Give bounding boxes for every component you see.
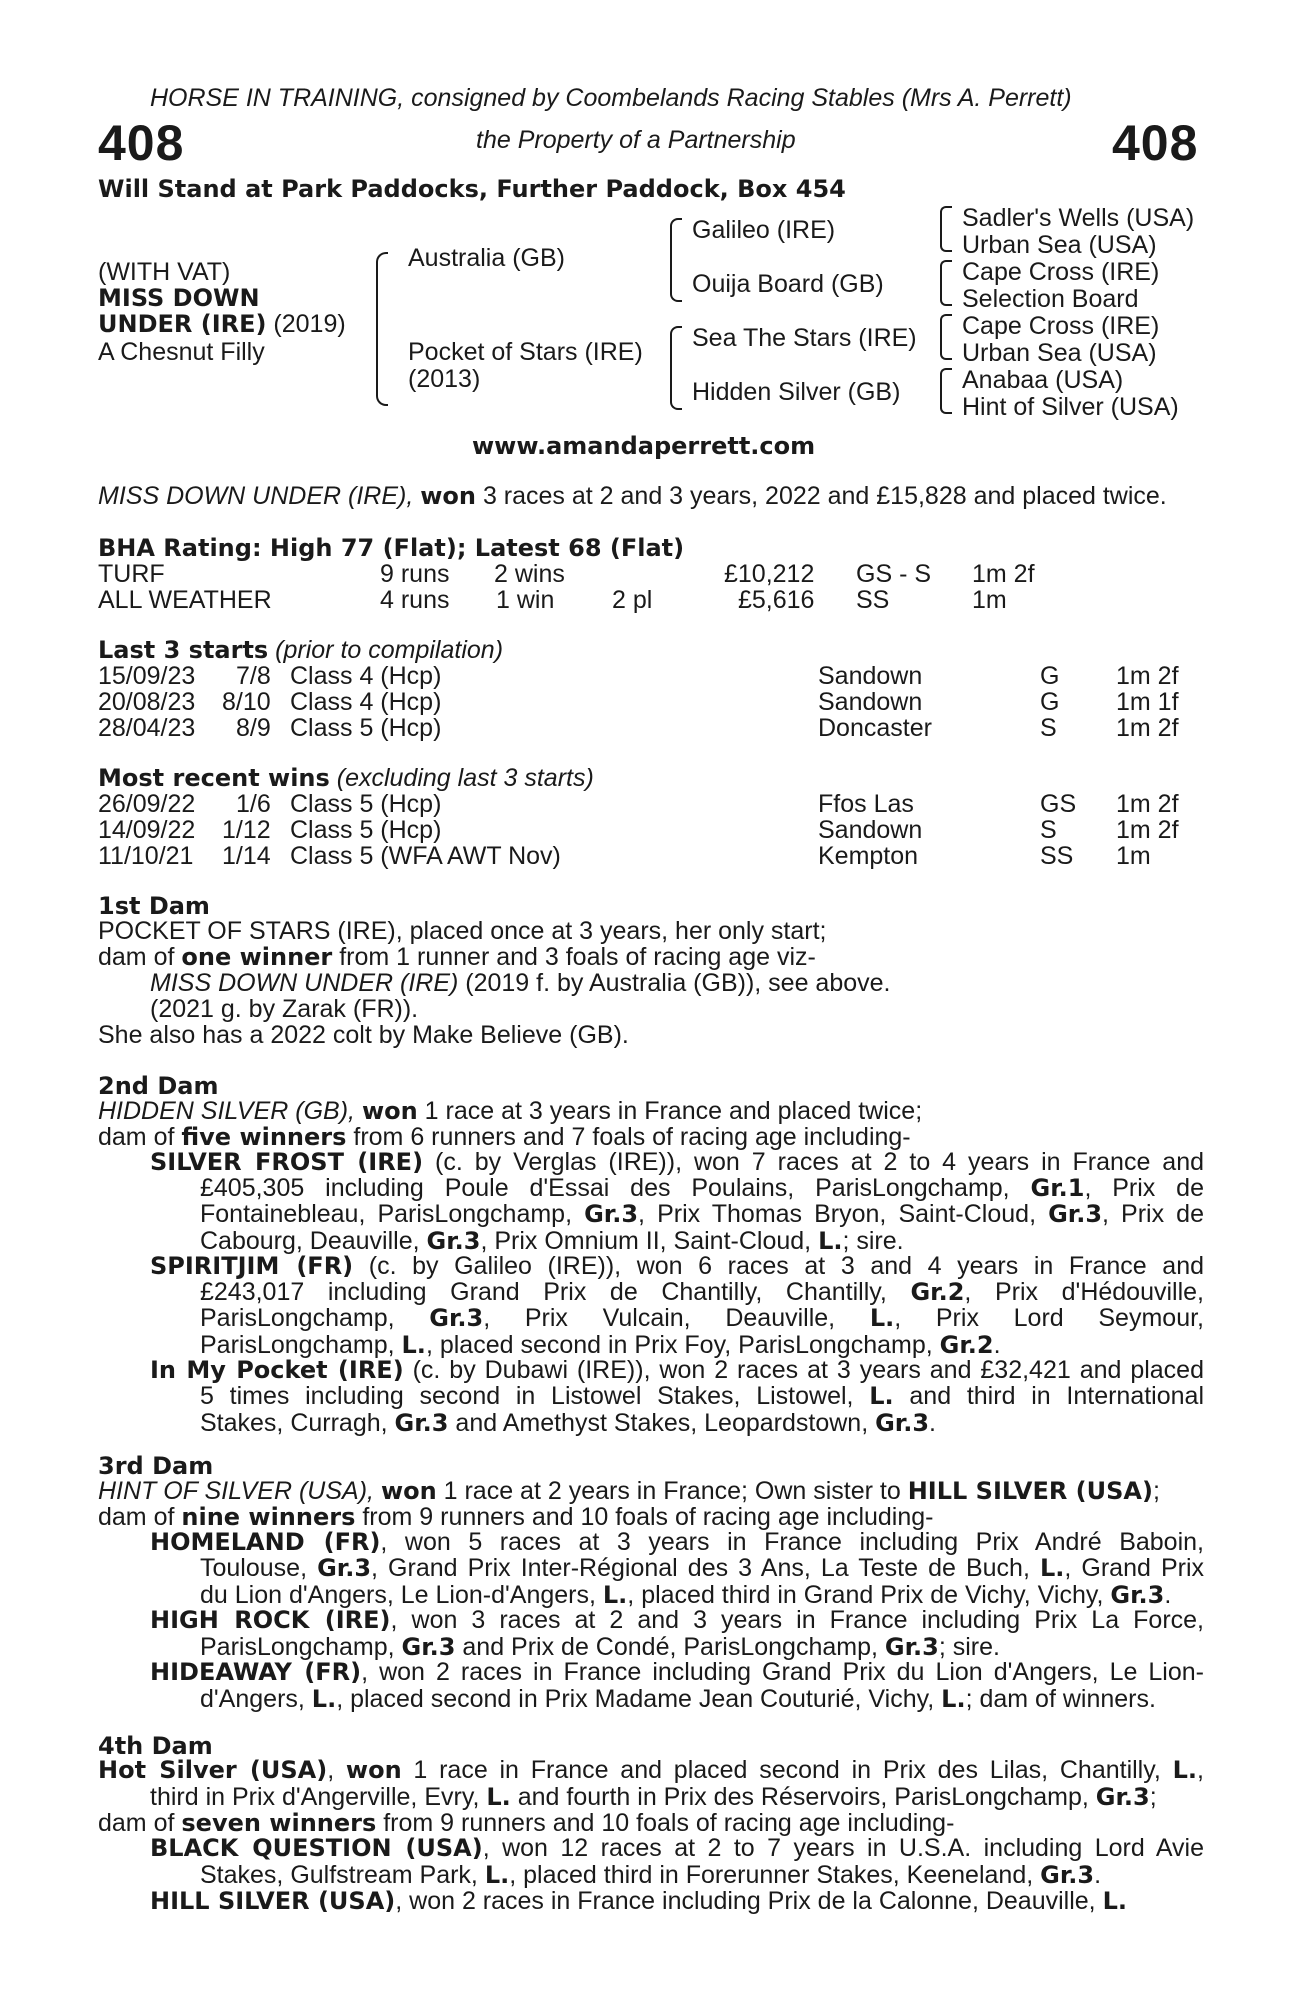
dam2-entry-1c: Fontainebleau, ParisLongchamp, Gr.3, Prix Thomas Bryon, Saint-Cloud, Gr.3, Prix de bbox=[200, 1200, 1204, 1228]
win-course: Sandown bbox=[818, 816, 923, 844]
start-going: S bbox=[1040, 714, 1057, 742]
granddam-4: Hint of Silver (USA) bbox=[962, 393, 1179, 421]
win-going: SS bbox=[1040, 842, 1074, 870]
horse-description: A Chesnut Filly bbox=[98, 338, 265, 366]
horse-name-line2: UNDER (IRE) (2019) bbox=[98, 310, 346, 338]
win-position: 1/14 bbox=[222, 842, 271, 870]
dam3-line2: dam of nine winners from 9 runners and 10 foals of racing age including- bbox=[98, 1503, 934, 1531]
win-distance: 1m 2f bbox=[1116, 790, 1179, 818]
start-position: 8/10 bbox=[222, 688, 271, 716]
rating-placed: 2 pl bbox=[612, 586, 653, 614]
dam1-line1: POCKET OF STARS (IRE), placed once at 3 years, her only start; bbox=[98, 917, 827, 945]
start-distance: 1m 2f bbox=[1116, 714, 1179, 742]
vat-label: (WITH VAT) bbox=[98, 258, 231, 286]
win-position: 1/12 bbox=[222, 816, 271, 844]
win-date: 26/09/22 bbox=[98, 790, 196, 818]
start-date: 28/04/23 bbox=[98, 714, 196, 742]
bha-rating-heading: BHA Rating: High 77 (Flat); Latest 68 (Flat) bbox=[98, 534, 685, 562]
dam2-entry-2d: ParisLongchamp, L., placed second in Prix Foy, ParisLongchamp, Gr.2. bbox=[200, 1331, 1001, 1359]
dam3-entry-1b: Toulouse, Gr.3, Grand Prix Inter-Régional des 3 Ans, La Teste de Buch, L., Grand Prix bbox=[200, 1554, 1205, 1582]
dam1-line5: She also has a 2022 colt by Make Believe (GB). bbox=[98, 1021, 629, 1049]
recent-wins-heading: Most recent wins (excluding last 3 starts) bbox=[98, 764, 594, 792]
rating-surface: ALL WEATHER bbox=[98, 586, 272, 614]
rating-distance: 1m 2f bbox=[972, 560, 1035, 588]
dam2-entry-3a: In My Pocket (IRE) (c. by Dubawi (IRE)), won 2 races at 3 years and £32,421 and placed bbox=[150, 1356, 1204, 1384]
dam3-entry-2a: HIGH ROCK (IRE), won 3 races at 2 and 3 years in France including Prix La Force, bbox=[150, 1606, 1204, 1634]
dam4-line1: Hot Silver (USA), won 1 race in France and placed second in Prix des Lilas, Chantilly, L., bbox=[98, 1756, 1204, 1784]
dam4-entry-2: HILL SILVER (USA), won 2 races in France including Prix de la Calonne, Deauville, L. bbox=[150, 1887, 1127, 1915]
sire: Australia (GB) bbox=[408, 244, 565, 272]
stand-location: Will Stand at Park Paddocks, Further Paddock, Box 454 bbox=[98, 175, 846, 203]
sire-sire: Galileo (IRE) bbox=[692, 216, 836, 244]
grandsire-3: Cape Cross (IRE) bbox=[962, 312, 1160, 340]
rating-going: GS - S bbox=[856, 560, 932, 588]
last3-heading: Last 3 starts (prior to compilation) bbox=[98, 636, 504, 664]
start-course: Sandown bbox=[818, 662, 923, 690]
dam-sire: Sea The Stars (IRE) bbox=[692, 324, 917, 352]
pedigree-brace-sire bbox=[670, 218, 682, 302]
pedigree-brace-g4 bbox=[940, 368, 952, 414]
dam2-entry-1d: Cabourg, Deauville, Gr.3, Prix Omnium II, Saint-Cloud, L.; sire. bbox=[200, 1227, 904, 1255]
start-position: 7/8 bbox=[236, 662, 271, 690]
dam4-line2: third in Prix d'Angerville, Evry, L. and fourth in Prix des Réservoirs, ParisLongchamp, Gr.3; bbox=[150, 1783, 1157, 1811]
rating-runs: 4 runs bbox=[380, 586, 450, 614]
granddam-2: Selection Board bbox=[962, 285, 1139, 313]
win-class: Class 5 (Hcp) bbox=[290, 790, 442, 818]
dam1-line3: MISS DOWN UNDER (IRE) (2019 f. by Australia (GB)), see above. bbox=[150, 969, 891, 997]
granddam-3: Urban Sea (USA) bbox=[962, 339, 1157, 367]
dam4-entry-1a: BLACK QUESTION (USA), won 12 races at 2 to 7 years in U.S.A. including Lord Avie bbox=[150, 1834, 1204, 1862]
win-date: 11/10/21 bbox=[98, 842, 194, 870]
rating-surface: TURF bbox=[98, 560, 165, 588]
rating-wins: 1 win bbox=[496, 586, 555, 614]
rating-runs: 9 runs bbox=[380, 560, 450, 588]
grandsire-4: Anabaa (USA) bbox=[962, 366, 1124, 394]
dam2-heading: 2nd Dam bbox=[98, 1072, 219, 1100]
lot-number-right: 408 bbox=[1112, 115, 1199, 171]
dam2-entry-1a: SILVER FROST (IRE) (c. by Verglas (IRE)), won 7 races at 2 to 4 years in France and bbox=[150, 1148, 1205, 1176]
pedigree-brace-dam bbox=[670, 326, 682, 410]
dam2-line2: dam of five winners from 6 runners and 7 foals of racing age including- bbox=[98, 1123, 911, 1151]
win-going: S bbox=[1040, 816, 1057, 844]
win-class: Class 5 (WFA AWT Nov) bbox=[290, 842, 561, 870]
dam1-line4: (2021 g. by Zarak (FR)). bbox=[150, 995, 419, 1023]
rating-wins: 2 wins bbox=[494, 560, 565, 588]
win-class: Class 5 (Hcp) bbox=[290, 816, 442, 844]
win-date: 14/09/22 bbox=[98, 816, 196, 844]
start-class: Class 4 (Hcp) bbox=[290, 662, 442, 690]
dam3-entry-3b: d'Angers, L., placed second in Prix Madame Jean Couturié, Vichy, L.; dam of winners. bbox=[200, 1685, 1156, 1713]
dam2-entry-1b: £405,305 including Poule d'Essai des Poulains, ParisLongchamp, Gr.1, Prix de bbox=[200, 1174, 1204, 1202]
start-distance: 1m 1f bbox=[1116, 688, 1179, 716]
start-date: 15/09/23 bbox=[98, 662, 196, 690]
pedigree-brace-g3 bbox=[940, 314, 952, 360]
start-going: G bbox=[1040, 688, 1060, 716]
dam1-line2: dam of one winner from 1 runner and 3 foals of racing age viz- bbox=[98, 943, 816, 971]
win-course: Ffos Las bbox=[818, 790, 914, 818]
race-summary: MISS DOWN UNDER (IRE), won 3 races at 2 and 3 years, 2022 and £15,828 and placed twice. bbox=[98, 482, 1167, 510]
website-link[interactable]: www.amandaperrett.com bbox=[472, 432, 816, 460]
win-course: Kempton bbox=[818, 842, 919, 870]
rating-distance: 1m bbox=[972, 586, 1007, 614]
dam2-line1: HIDDEN SILVER (GB), won 1 race at 3 years in France and placed twice; bbox=[98, 1097, 923, 1125]
start-going: G bbox=[1040, 662, 1060, 690]
pedigree-brace-g1 bbox=[940, 206, 952, 252]
pedigree-brace-main bbox=[376, 252, 388, 406]
dam1-heading: 1st Dam bbox=[98, 892, 210, 920]
dam-dam: Hidden Silver (GB) bbox=[692, 378, 901, 406]
dam4-heading: 4th Dam bbox=[98, 1732, 213, 1760]
win-distance: 1m 2f bbox=[1116, 816, 1179, 844]
grandsire-2: Cape Cross (IRE) bbox=[962, 258, 1160, 286]
start-position: 8/9 bbox=[236, 714, 271, 742]
dam4-entry-1b: Stakes, Gulfstream Park, L., placed third in Forerunner Stakes, Keeneland, Gr.3. bbox=[200, 1861, 1102, 1889]
win-position: 1/6 bbox=[236, 790, 271, 818]
rating-going: SS bbox=[856, 586, 890, 614]
property-line: the Property of a Partnership bbox=[476, 126, 796, 154]
dam3-heading: 3rd Dam bbox=[98, 1452, 214, 1480]
start-class: Class 5 (Hcp) bbox=[290, 714, 442, 742]
dam-name: Pocket of Stars (IRE) bbox=[408, 338, 643, 366]
win-going: GS bbox=[1040, 790, 1077, 818]
dam3-entry-1a: HOMELAND (FR), won 5 races at 3 years in France including Prix André Baboin, bbox=[150, 1528, 1204, 1556]
dam3-line1: HINT OF SILVER (USA), won 1 race at 2 years in France; Own sister to HILL SILVER (USA); bbox=[98, 1477, 1160, 1505]
dam2-entry-2c: ParisLongchamp, Gr.3, Prix Vulcain, Deauville, L., Prix Lord Seymour, bbox=[200, 1304, 1204, 1332]
start-class: Class 4 (Hcp) bbox=[290, 688, 442, 716]
consignment-line: HORSE IN TRAINING, consigned by Coombelands Racing Stables (Mrs A. Perrett) bbox=[150, 84, 1072, 112]
dam3-entry-1c: du Lion d'Angers, Le Lion-d'Angers, L., placed third in Grand Prix de Vichy, Vichy, Gr.3. bbox=[200, 1581, 1172, 1609]
sire-dam: Ouija Board (GB) bbox=[692, 270, 884, 298]
start-course: Sandown bbox=[818, 688, 923, 716]
dam2-entry-3c: Stakes, Curragh, Gr.3 and Amethyst Stakes, Leopardstown, Gr.3. bbox=[200, 1409, 936, 1437]
dam3-entry-2b: ParisLongchamp, Gr.3 and Prix de Condé, ParisLongchamp, Gr.3; sire. bbox=[200, 1633, 1000, 1661]
pedigree-brace-g2 bbox=[940, 260, 952, 306]
rating-prize: £5,616 bbox=[738, 586, 815, 614]
rating-prize: £10,212 bbox=[724, 560, 815, 588]
granddam-1: Urban Sea (USA) bbox=[962, 231, 1157, 259]
start-course: Doncaster bbox=[818, 714, 932, 742]
start-date: 20/08/23 bbox=[98, 688, 196, 716]
lot-number-left: 408 bbox=[98, 115, 185, 171]
dam4-line3: dam of seven winners from 9 runners and 10 foals of racing age including- bbox=[98, 1809, 955, 1837]
start-distance: 1m 2f bbox=[1116, 662, 1179, 690]
dam2-entry-3b: 5 times including second in Listowel Stakes, Listowel, L. and third in International bbox=[200, 1382, 1204, 1410]
horse-name-line1: MISS DOWN bbox=[98, 284, 260, 312]
dam-year: (2013) bbox=[408, 365, 481, 393]
grandsire-1: Sadler's Wells (USA) bbox=[962, 204, 1195, 232]
dam2-entry-2a: SPIRITJIM (FR) (c. by Galileo (IRE)), won 6 races at 3 and 4 years in France and bbox=[150, 1252, 1205, 1280]
win-distance: 1m bbox=[1116, 842, 1151, 870]
dam3-entry-3a: HIDEAWAY (FR), won 2 races in France including Grand Prix du Lion d'Angers, Le Lion- bbox=[150, 1658, 1204, 1686]
dam2-entry-2b: £243,017 including Grand Prix de Chantilly, Chantilly, Gr.2, Prix d'Hédouville, bbox=[200, 1278, 1204, 1306]
